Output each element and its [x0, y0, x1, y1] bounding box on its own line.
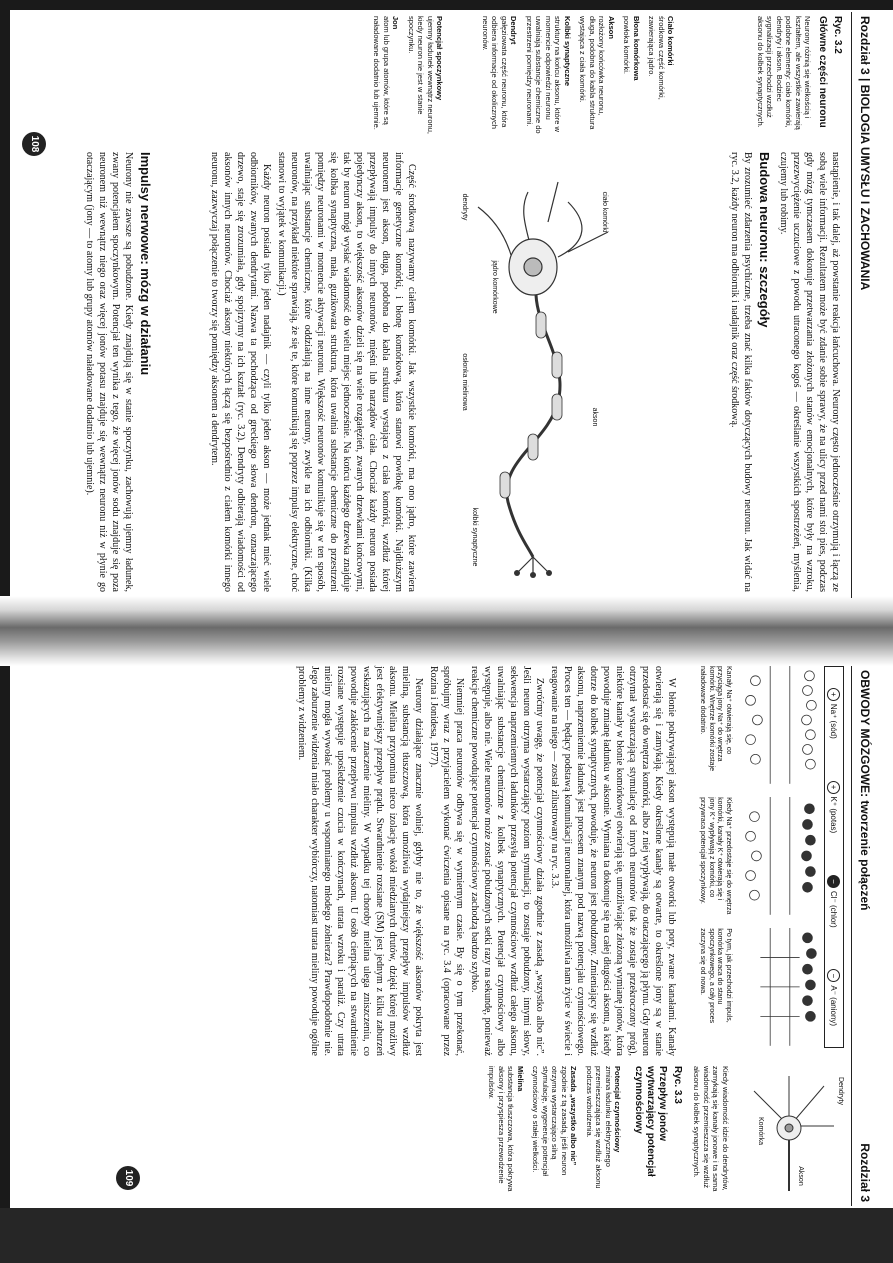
glossary-definition: zmiana ładunku elektrycznego przemieszczająca się wzdłuż aksonu podczas wzbudzenia. [585, 1066, 613, 1189]
page-header [851, 12, 878, 598]
neuron-figure [428, 162, 628, 582]
legend-label: Na⁺ (sód) [829, 703, 839, 739]
glossary-term: Dendryt [509, 16, 519, 45]
label-nucleus: jądro komórkowe [491, 260, 498, 314]
header-chapter: Rozdział 3 [858, 1143, 872, 1202]
body-paragraph: Część środkową nazywamy ciałem komórki. Jak wszystkie komórki, ma ono jądro, które zawiera informacje genetyczne komórki, i błonę komórkową, która stanowi powłokę komórki. Najdłuższym neuronem jest akson, długa, podobna do kabla struktura wystająca z ciała komórki, wzdłuż której przepływają impulsy do innych neuronów, mięśni lub narządów ciała. Chociaż każdy neuron posiada pojedynczy akson, to większość aksonów dzieli się na wiele rozgałęzień, zwanych drzewkami końcowymi, tak by neuron mógł wysłać wiadomość do wielu miejsc jednocześnie. Na końcu każdego drzewka znajduje się kolbka synaptyczna, mała, guzikowata struktura, która uwalnia substancje chemiczne do przestrzeni pomiędzy neuronami w momencie aktywacji neuronu. Większość neuronów komunikuje się w ten sposób, uwalniając substancje chemiczne, które oddziałują na inne neurony, zwykle na ich odbiorniki. (Kilka neuronów, na przykład niektóre sprawiają, że się te, które komunikują się poprzez impulsy elektryczne, choć stanowi to wyjątek w komunikacji.) [276, 152, 417, 592]
ion-panel-text: Kiedy Na⁺ przedostaje się do wnętrza komórki, kanały K⁺ otwierają się i jony K⁺ wypływają z komórki, co przywraca potencjał spoczynkowy. [699, 797, 732, 915]
ion-diagram [740, 928, 820, 1046]
glossary-entry [578, 16, 616, 136]
small-neuron-figure [734, 1066, 844, 1196]
page-number: 109 [116, 1166, 140, 1190]
glossary-term: Błona komórkowa [632, 16, 641, 81]
glossary-term: Ciało komórki [666, 16, 676, 66]
glossary-entry [481, 16, 519, 136]
label-dendrites: dendryty [461, 193, 468, 221]
legend-item [828, 781, 841, 834]
legend-label: A⁻ (aniony) [829, 985, 839, 1027]
page-109 [13, 666, 878, 1206]
ion-diagram [740, 666, 820, 784]
glossary-entry [407, 16, 445, 136]
glossary-entry [525, 16, 573, 136]
glossary-term: Kolbki synaptyczne [563, 16, 572, 87]
figure-title: Ryc. 3.2 [832, 16, 843, 54]
header-title: OBWODY MÓZGOWE: tworzenie połączeń [858, 670, 872, 911]
header-title: Rozdział 3 | BIOLOGIA UMYSŁU I ZACHOWANIA [858, 16, 872, 291]
small-neuron-drawing [734, 1066, 844, 1196]
label-dendrites: Dendryty [837, 1076, 844, 1105]
label-myelin: osłonka mielinowa [461, 353, 468, 411]
glossary-definition: substancja tłuszczowa, która pokrywa aksony i przyspiesza przewodzenie impulsów. [487, 1066, 516, 1192]
glossary-definition: gałęziowata część neuronu, która odbiera informacje od okolicznych neuronów. [481, 16, 509, 129]
figure-title: Ryc. 3.3 [672, 1066, 683, 1104]
body-paragraph: Zwróćmy uwagę, że potencjał czynnościowy działa zgodnie z zasadą „wszystko albo nic”. Jeśli neuron otrzyma wystarczający poziom stymulacji, to zostaje pobudzony, innymi słowy, sekwencja naprzemiennych ładunków przesyła potencjał czynnościowy wzdłuż całego aksonu, uwalniając substancje chemiczne z kolbek synaptycznych. Potencjał czynnościowy albo występuje, albo nie. Wiele neuronów może zostać pobudzonych setki razy na sekundę, ponieważ reakcje chemiczne powodujące potencjał czynnościowy zachodzą bardzo szybko. [469, 666, 545, 1056]
glossary-term: Potencjał czynnościowy [613, 1066, 623, 1153]
body-paragraph: Neurony działające znacznie wolniej, gdyby nie to, że większość aksonów pokryta jest mieliną, substancją tłuszczową, która umożliwia wydajniejszy przepływ impulsów wzdłuż aksonu. Mielina przypomina nieco izolację wokół miedzianych drutów, dzięki której możliwy jest efektywniejszy przepływ prądu. Stwardnienie rozsiane (SM) jest jednym z kilku zaburzeń wskazujących na znaczenie mieliny. W wypadku tej choroby mielina ulega zniszczeniu, co powoduje zakłócenie przepływu impulsu wzdłuż aksonu. U osób cierpiących na stwardnienie rozsiane występuje upośledzenie czucia w kończynach, utrata wzroku i paraliż. Czy utrata mieliny mogła wywołać problemy u wspomnianego młodego żołnierza? Prawdopodobnie nie. Jego zaburzenie widzenia miało charakter wybiórczy, natomiast utrata mieliny powoduje ogólne problemy z widzeniem. [296, 666, 424, 1056]
ion-legend [824, 666, 844, 1048]
body-paragraph: Niemniej praca neuronów odbywa się w wymiernym czasie. By się o tym przekonać, spróbujmy wraz z przyjacielem wykonać ćwiczenia opisane na ryc. 3.4 (opracowane przez Rozina i Jonidesa, 1977). [428, 666, 465, 1056]
glossary-entry [647, 16, 676, 136]
figure-subtitle: Przepływ jonów wytwarzający potencjał czynnościowy [633, 1066, 669, 1177]
glossary-term: Potencjał spoczynkowy [435, 16, 445, 101]
small-figure-caption: Kiedy wiadomość idzie do dendrytów, zamykają się kanały jonowe i ta sama wiadomość przemieszcza się wzdłuż aksonu do kolbek synaptycznych. [692, 1066, 730, 1192]
ion-panels [698, 666, 820, 1046]
book-gutter [0, 596, 893, 666]
potassium-icon: + [828, 781, 841, 794]
sidebar-left [366, 16, 842, 136]
section-heading: Budowa neuronu: szczegóły [757, 152, 772, 328]
glossary-definition: ujemny ładunek wewnątrz neuronu, kiedy neuron nie jest w stanie spoczynku. [407, 16, 435, 134]
ion-diagram [740, 797, 820, 915]
glossary-entry [585, 1066, 623, 1196]
glossary-definition: powłoka komórki. [622, 16, 632, 74]
glossary-term: Jon [391, 16, 401, 30]
glossary-definition: struktury na końcu aksonu, które w momencie odpowiedzi neuronu uwalniają substancje chemiczne do przestrzeni pomiędzy neuronami. [525, 16, 563, 134]
legend-label: Cl⁻ (chlor) [829, 890, 839, 928]
sodium-icon: + [828, 688, 841, 701]
page-number: 108 [22, 132, 46, 156]
glossary-entry [622, 16, 641, 136]
ion-panel [698, 797, 820, 915]
sidebar-right [481, 1066, 844, 1196]
glossary-entry [531, 1066, 579, 1196]
chloride-icon: − [828, 875, 841, 888]
page-header [851, 666, 878, 1206]
label-axon: Akson [797, 1166, 804, 1186]
body-paragraph: Każdy neuron posiada tylko jeden nadajnik — czyli tylko jeden akson — może jednak mieć wiele odbiorników, zwanych dendrytami. Nazwa ta pochodząca od greckiego słowa dendron, oznaczającego drzewo, staje się zrozumiała, gdy spojrzymy na ich kształt (ryc. 3.2). Dendryty odbierają wiadomości od aksonów innych neuronów. Chociaż aksony niektórych łączą się bezpośrednio z ciałem komórki innego neuronu, zazwyczaj połączenie to tworzy się pomiędzy aksonem a dendrytem. [209, 152, 272, 592]
body-paragraph: Neurony nie zawsze są pobudzone. Kiedy znajdują się w stanie spoczynku, zachowują ujemny ładunek, zwany potencjałem spoczynkowym. Potencjał ten wynika z tego, że więcej jonów sodu znajduje się poza neuronem niż wewnątrz niego oraz więcej jonów potasu znajduje się wewnątrz neuronu niż w płynie go otaczającym (jony — to atomy lub grupy atomów naładowane dodatnio lub ujemnie). [84, 152, 134, 592]
legend-item [828, 688, 841, 739]
figure-subtitle: Główne części neuronu [817, 16, 829, 128]
label-axon: akson [591, 407, 598, 427]
glossary-entry [487, 1066, 525, 1196]
body-paragraph: W błonie pokrywającej akson występują małe otworki lub pory, zwane kanałami. Kanały otwierają się i zamykają. Kiedy określone kanały są otwarte, to określone jony są w stanie przedostać się do wnętrza komórki, albo z niej wypływają, do otaczającego ją płynu. Gdy neuron otrzymał wystarczającą stymulację od innych neuronów (tak że zostaje przekroczony próg), niektóre kanały w błonie komórkowej otwierają się, umożliwiając złożoną wymianę jonów, która powoduje zmianę ładunku w aksonie. Wymiana ta dokonuje się na całej długości aksonu, a kiedy dotrze do kolbek synaptycznych, powoduje, że neuron jest pobudzony. Zmieniający się wzdłuż aksonu, naprzemiennie ładunek jest procesem znanym pod nazwą potencjału czynnościowego. Proces ten — będący podstawą komunikacji neuronalnej, która umożliwia nam życie w świecie i reagowanie na niego — został zilustrowany na ryc. 3.3. [549, 666, 677, 1056]
main-column [293, 666, 678, 1056]
glossary-term: Mielina [516, 1066, 525, 1092]
scan-border-bottom [0, 1208, 893, 1263]
glossary-definition: rozłożony końcówka neuronu, długa, podobna do kabla struktura wystająca z ciała komórki. [578, 16, 607, 130]
glossary-term: Akson [607, 16, 616, 39]
label-cell-body: Komórka [757, 1116, 764, 1145]
ion-panel [698, 928, 820, 1046]
section2 [81, 152, 158, 592]
legend-item [828, 969, 841, 1026]
page-108 [13, 12, 878, 598]
section-heading: Impulsy nerwowe: mózg w działaniu [138, 152, 153, 376]
legend-item [828, 875, 841, 928]
anion-icon: − [828, 969, 841, 982]
neuron-drawing [428, 162, 628, 582]
scan-border-top [0, 0, 893, 10]
glossary-term: Zasada „wszystko albo nic” [569, 1066, 579, 1166]
glossary-definition: atom lub grupa atomów, które są naładowane dodatnio lub ujemnie. [372, 16, 391, 130]
figure-caption: Neurony różnią się wielkością i kształtem, ale wszystkie zawierają podobne elementy: ciało komórki, dendryty i akson. Bodziec sygnalizacji przechodzi wzdłuż aksonu do kolbek synaptycznych. [756, 16, 813, 130]
label-terminals: kolbki synaptyczne [471, 507, 478, 567]
intro-paragraph: nastąpienie, i tak dalej, aż powstanie reakcja łańcuchowa. Neurony często jednocześnie otrzymują i łączą ze sobą wiele informacji. Rezultatem może być zdanie sobie sprawy, że na ulicy przed nami stoi pies, podczas gdy mózg tymczasem dokonuje przetwarzania złożonych stanów emocjonalnych, które były na wzroku, przezwyciężenie uczuciowe z powodu utraconego kogoś — określanie wszystkich spostrzeżeń, myślenia, czujemy lub robimy. [778, 152, 841, 592]
glossary-definition: środkowa część komórki, zawierająca jądro. [647, 16, 666, 100]
ion-panel-text: Kanały Na⁺ otwierają się, co przyciąga jony Na⁺ do wnętrza komórki. Wnętrze komórki zostaje naładowane dodatnio. [699, 666, 732, 772]
section-intro: By zrozumieć zdarzenia psychiczne, trzeba znać kilka faktów dotyczących budowy neuronu. Jak widać na ryc. 3.2, każdy neuron ma odbiornik i nadajnik oraz część środkową. [729, 152, 753, 592]
main-column-continued [206, 152, 418, 592]
legend-label: K⁺ (potas) [829, 796, 839, 834]
glossary-definition: zgodnie z tą zasadą, jeśli neuron otrzyma wystarczająco silną stymulację, wygeneruje potencjał czynnościowy o stałej wielkości. [531, 1066, 569, 1177]
label-cell-body: ciało komórki [601, 191, 608, 233]
glossary-entry [372, 16, 401, 136]
main-column [726, 152, 842, 592]
ion-panel [698, 666, 820, 784]
ion-panel-text: Po tym, jak przechodzi impuls, komórka wraca do stanu spoczynkowego, a cały proces zaczyna się od nowa. [699, 928, 732, 1024]
